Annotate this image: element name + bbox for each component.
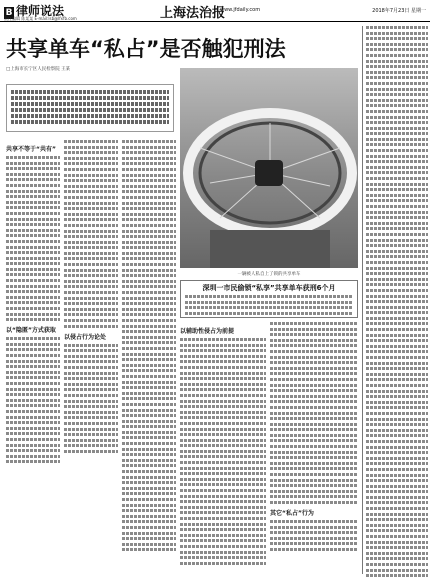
subhead-5: 其它“私占”行为 (270, 510, 314, 517)
text-column-4 (180, 322, 266, 567)
page-header (0, 0, 430, 22)
bicycle-photo (180, 68, 358, 268)
text-column-3 (122, 140, 176, 554)
section-title: B 律师说法 (5, 4, 65, 18)
info-box-title: 深圳一市民偷锁“私享”共享单车获刑6个月 (202, 284, 336, 292)
section-glyph: B (5, 8, 13, 18)
photo-caption: 一辆被人私自上了锁的共享单车 (237, 272, 301, 277)
side-rail-column (362, 26, 428, 574)
issue-date: 2018年7月23日 星期一 (372, 8, 426, 14)
site-url: www.jfdaily.com (220, 7, 261, 13)
subhead-1: 共享不等于“共有” (6, 146, 56, 153)
text-column-2 (64, 140, 118, 455)
editor-line: 责任编辑 陈某某 E-mail:lsb@lfxfb.com (4, 16, 77, 21)
masthead: 上海法治报 (160, 6, 226, 21)
lede-box (6, 84, 174, 132)
info-box (180, 280, 358, 318)
subhead-4: 以辅助性侵占为前提 (180, 328, 235, 335)
text-column-5 (270, 322, 358, 554)
byline: □上海市长宁区人民检察院 王某 (6, 67, 71, 72)
subhead-3: 以侵占行为论处 (64, 333, 107, 341)
headline: 共享单车“私占”是否触犯刑法 (6, 37, 286, 61)
text-column-1 (6, 140, 60, 466)
subhead-2: 以“隐匿”方式获取 (6, 327, 56, 335)
